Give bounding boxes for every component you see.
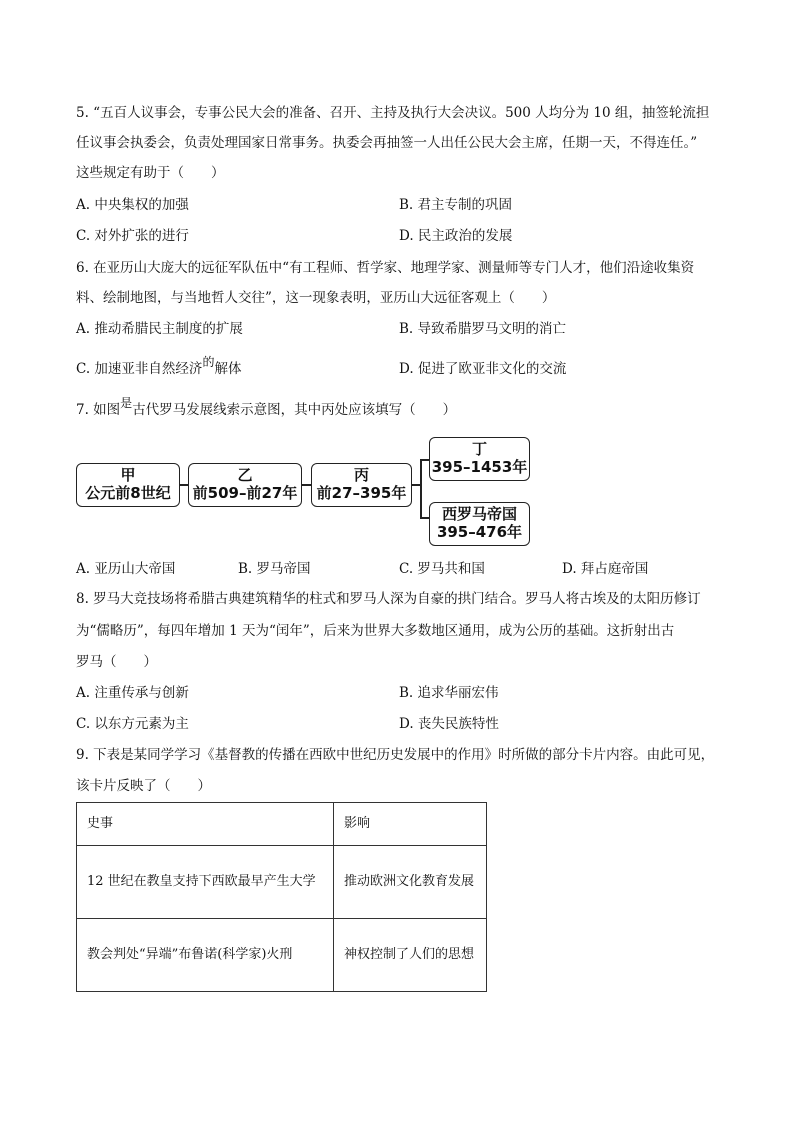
diagram-box-bing-name: 丙 xyxy=(353,466,369,484)
q6-stem-line-2: 料、绘制地图，与当地哲人交往”，这一现象表明，亚历山大远征客观上（ ） xyxy=(76,290,556,306)
diagram-connector xyxy=(180,484,188,486)
table-header-event: 史事 xyxy=(77,803,334,846)
q9-stem-line-1: 9. 下表是某同学学习《基督教的传播在西欧中世纪历史发展中的作用》时所做的部分卡片内容。由此可见， xyxy=(76,747,715,763)
q5-option-d[interactable]: D. 民主政治的发展 xyxy=(399,228,513,244)
q7-option-c[interactable]: C. 罗马共和国 xyxy=(399,561,485,577)
q5-option-a[interactable]: A. 中央集权的加强 xyxy=(76,197,189,213)
diagram-box-west-rome xyxy=(429,502,530,546)
diagram-box-ding-name: 丁 xyxy=(471,440,487,458)
history-card-table xyxy=(76,802,487,992)
q5-stem-line-1: 5. “五百人议事会，专事公民大会的准备、召开、主持及执行大会决议。500 人均分为 10 组，抽签轮流担 xyxy=(76,105,710,121)
q5-stem-line-2: 任议事会执委会，负责处理国家日常事务。执委会再抽签一人出任公民大会主席，任期一天，不得连任。” xyxy=(76,135,698,151)
diagram-branch-line xyxy=(420,459,422,519)
q6-option-a[interactable]: A. 推动希腊民主制度的扩展 xyxy=(76,321,243,337)
q7-option-b[interactable]: B. 罗马帝国 xyxy=(238,561,311,577)
q5-option-c[interactable]: C. 对外扩张的进行 xyxy=(76,228,189,244)
diagram-connector xyxy=(420,459,429,461)
diagram-connector xyxy=(412,484,420,486)
diagram-box-west-rome-period: 395–476年 xyxy=(436,523,523,541)
q5-stem-line-3: 这些规定有助于（ ） xyxy=(76,165,225,181)
q7-stem xyxy=(76,396,457,419)
q8-option-b[interactable]: B. 追求华丽宏伟 xyxy=(399,685,499,701)
diagram-box-jia-name: 甲 xyxy=(120,466,136,484)
q6-stem-line-1: 6. 在亚历山大庞大的远征军队伍中“有工程师、哲学家、地理学家、测量师等专门人才，他们沿途收集资 xyxy=(76,260,695,276)
q8-stem-line-2: 为“儒略历”，每四年增加 1 天为“闰年”，后来为世界大多数地区通用，成为公历的基础。这折射出古 xyxy=(76,623,675,639)
table-cell-event: 教会判处“异端”布鲁诺(科学家)火刑 xyxy=(77,919,334,992)
q7-option-a[interactable]: A. 亚历山大帝国 xyxy=(76,561,176,577)
diagram-box-yi-name: 乙 xyxy=(237,466,253,484)
table-row xyxy=(77,846,487,919)
q8-option-c[interactable]: C. 以东方元素为主 xyxy=(76,716,189,732)
diagram-box-ding-period: 395–1453年 xyxy=(431,458,528,476)
diagram-connector xyxy=(420,517,429,519)
q6-option-c-sup: 的 xyxy=(202,355,215,369)
diagram-box-yi-period: 前509–前27年 xyxy=(192,484,298,502)
diagram-box-bing xyxy=(311,463,412,507)
q9-stem-line-2: 该卡片反映了（ ） xyxy=(76,778,211,794)
table-cell-event: 12 世纪在教皇支持下西欧最早产生大学 xyxy=(77,846,334,919)
table-cell-impact: 推动欧洲文化教育发展 xyxy=(334,846,487,919)
q6-option-d[interactable]: D. 促进了欧亚非文化的交流 xyxy=(399,361,567,377)
diagram-connector xyxy=(302,484,311,486)
q8-stem-line-3: 罗马（ ） xyxy=(76,654,157,670)
table-row xyxy=(77,919,487,992)
q7-stem-pre: 7. 如图 xyxy=(76,402,121,418)
diagram-box-bing-period: 前27–395年 xyxy=(316,484,407,502)
q5-option-b[interactable]: B. 君主专制的巩固 xyxy=(399,197,513,213)
diagram-box-jia-period: 公元前8世纪 xyxy=(85,484,171,502)
q6-option-c-text-end: 解体 xyxy=(214,361,242,377)
q8-option-a[interactable]: A. 注重传承与创新 xyxy=(76,685,189,701)
table-header-impact: 影响 xyxy=(334,803,487,846)
q8-option-d[interactable]: D. 丧失民族特性 xyxy=(399,716,499,732)
diagram-box-west-rome-name: 西罗马帝国 xyxy=(441,505,517,523)
q7-stem-sup: 是 xyxy=(120,396,133,410)
diagram-box-jia xyxy=(76,463,180,507)
diagram-box-yi xyxy=(188,463,302,507)
q6-option-c[interactable] xyxy=(76,355,242,378)
q7-stem-post: 古代罗马发展线索示意图，其中丙处应该填写（ ） xyxy=(132,402,457,418)
table-header-row xyxy=(77,803,487,846)
q7-option-d[interactable]: D. 拜占庭帝国 xyxy=(562,561,649,577)
q6-option-b[interactable]: B. 导致希腊罗马文明的消亡 xyxy=(399,321,567,337)
q6-option-c-text: C. 加速亚非自然经济 xyxy=(76,361,203,377)
diagram-box-ding xyxy=(429,437,530,481)
q8-stem-line-1: 8. 罗马大竞技场将希腊古典建筑精华的柱式和罗马人深为自豪的拱门结合。罗马人将古埃及的太阳历修订 xyxy=(76,591,701,607)
table-cell-impact: 神权控制了人们的思想 xyxy=(334,919,487,992)
